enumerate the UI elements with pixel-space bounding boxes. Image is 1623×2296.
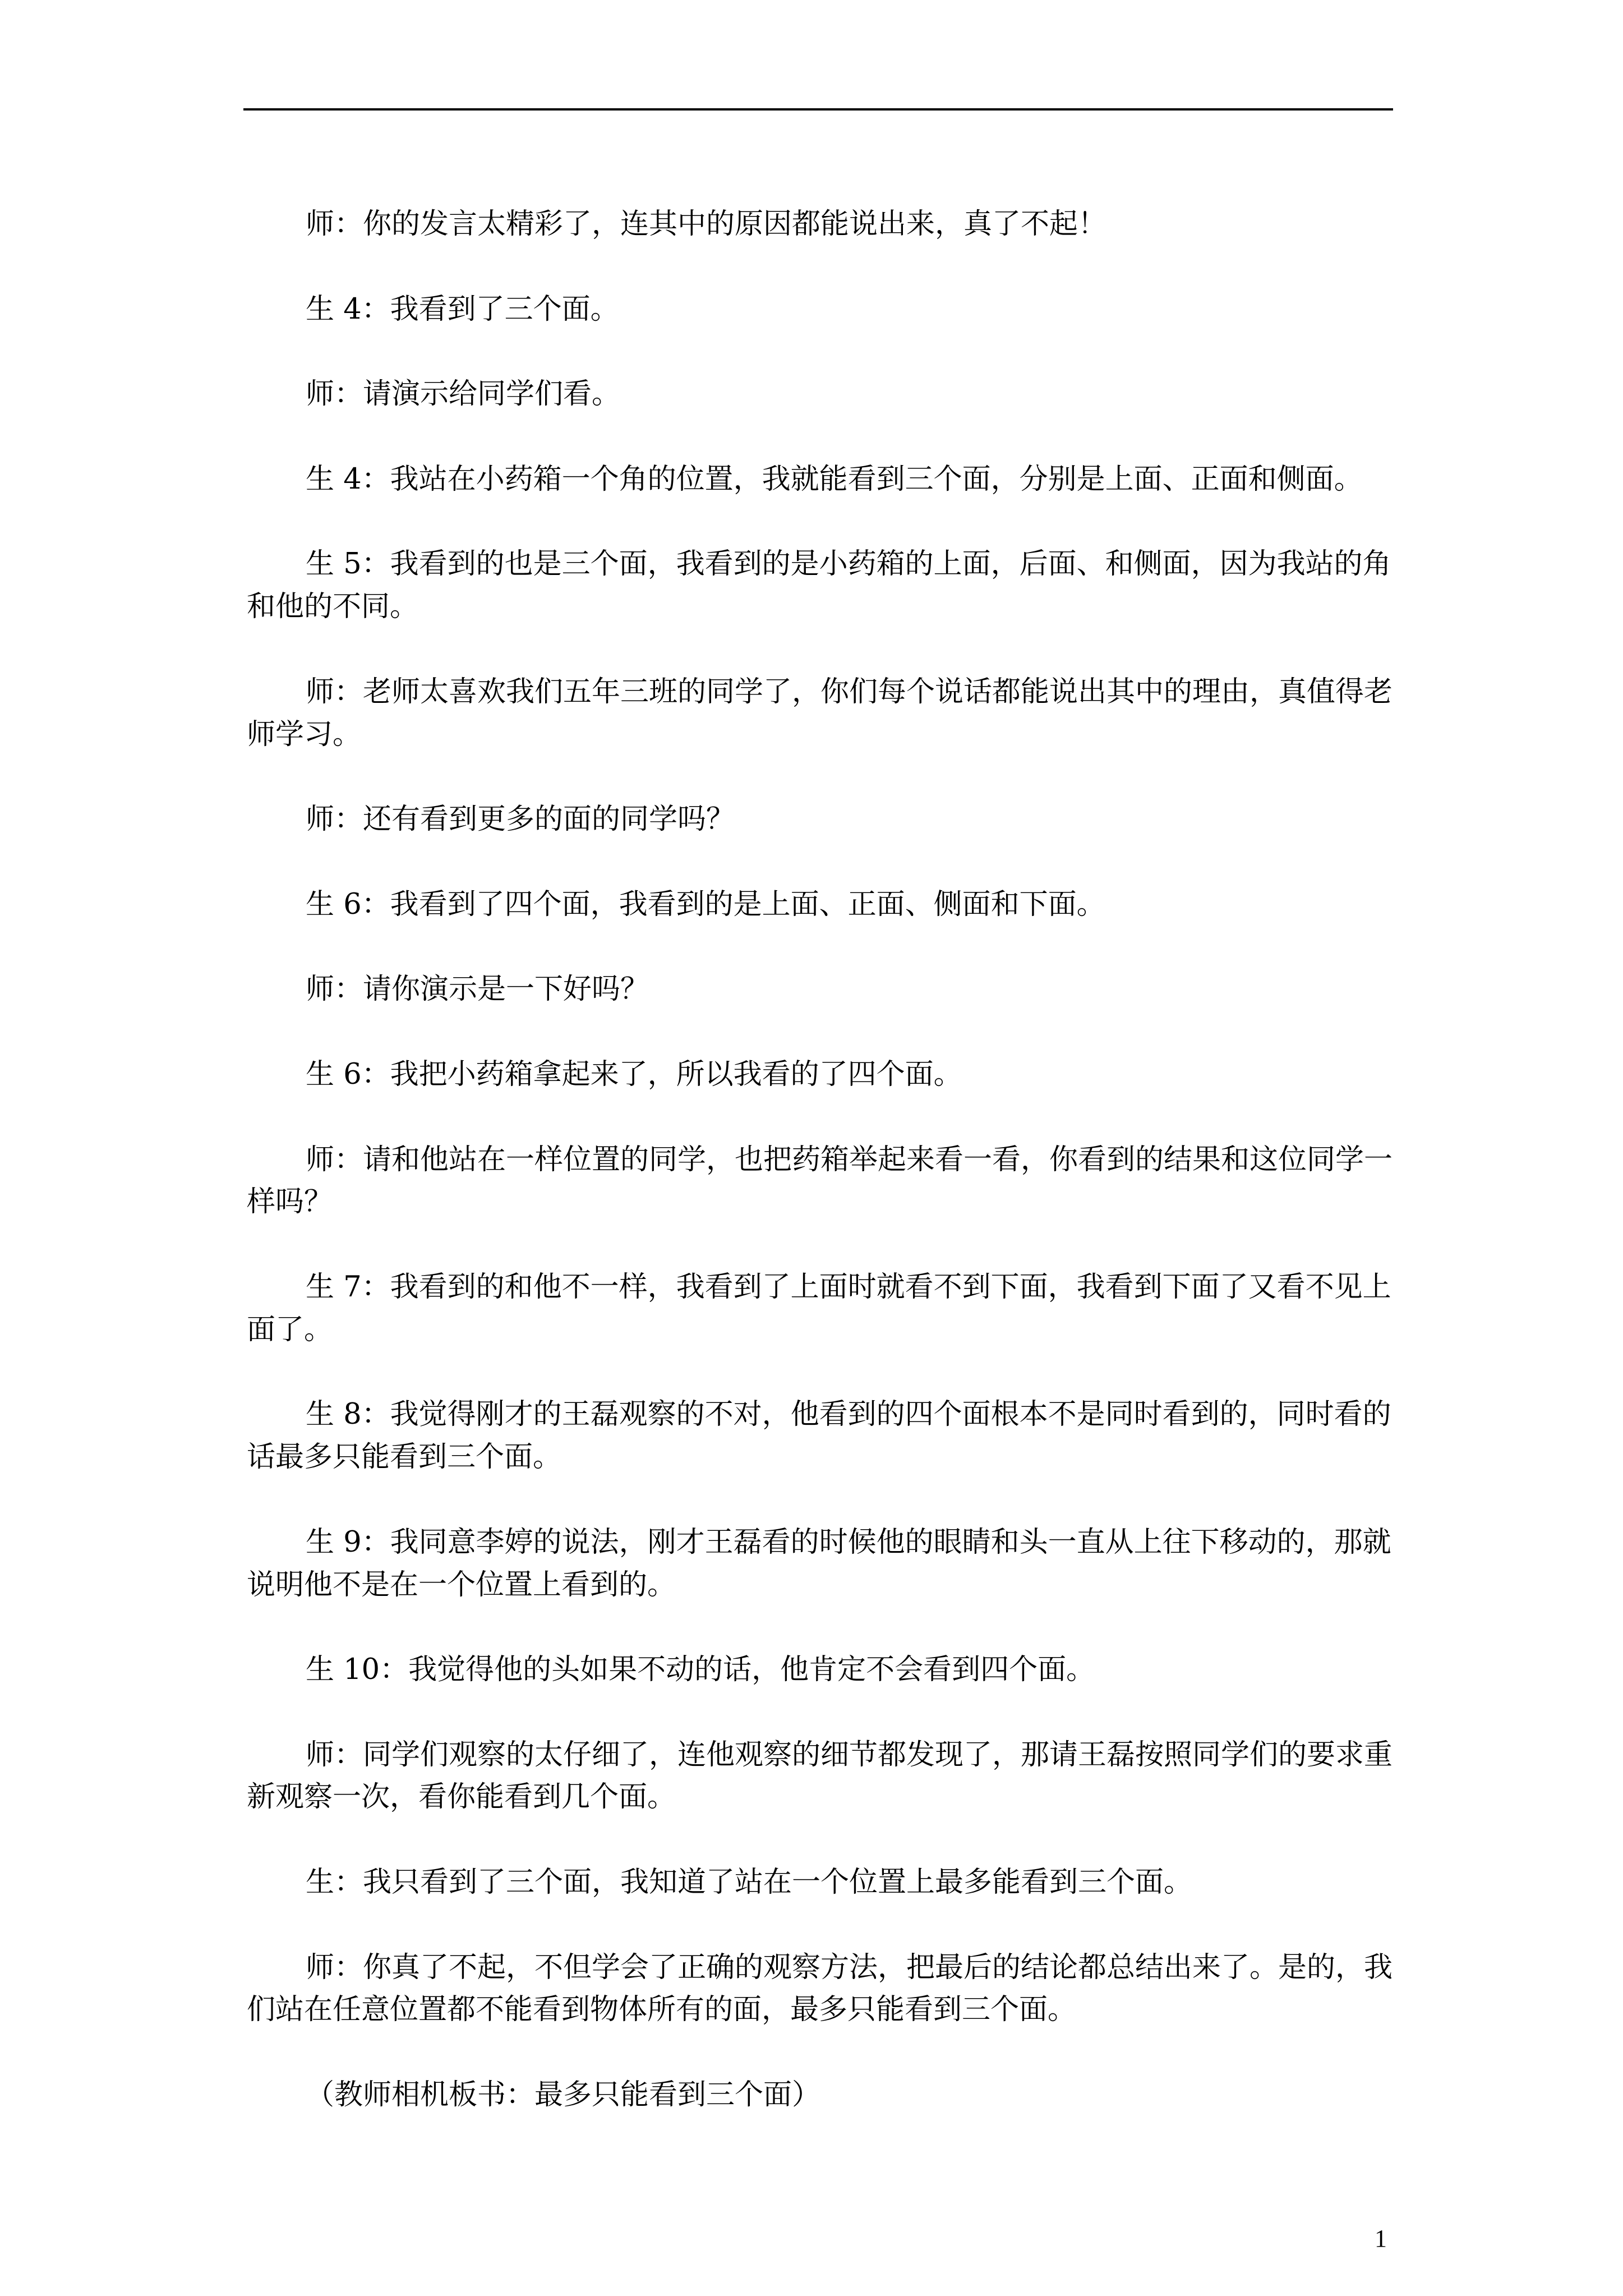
paragraph-line: 师：你真了不起，不但学会了正确的观察方法，把最后的结论都总结出来了。是的，我 xyxy=(306,1950,1393,1984)
paragraph-line: 生 10：我觉得他的头如果不动的话，他肯定不会看到四个面。 xyxy=(306,1653,1095,1687)
paragraph-line: 师：请演示给同学们看。 xyxy=(306,378,621,411)
paragraph-line: 生 6：我看到了四个面，我看到的是上面、正面、侧面和下面。 xyxy=(306,887,1105,921)
paragraph-line: 生：我只看到了三个面，我知道了站在一个位置上最多能看到三个面。 xyxy=(306,1866,1193,1899)
paragraph xyxy=(247,1521,1391,1607)
paragraph xyxy=(247,1139,1393,1224)
paragraph-line: 生 6：我把小药箱拿起来了，所以我看的了四个面。 xyxy=(306,1057,962,1091)
paragraph-line: 生 5：我看到的也是三个面，我看到的是小药箱的上面，后面、和侧面，因为我站的角 xyxy=(306,547,1391,581)
paragraph xyxy=(247,884,1387,926)
paragraph-line: 生 4：我看到了三个面。 xyxy=(306,292,619,326)
paragraph-line: 样吗？ xyxy=(247,1185,333,1219)
paragraph xyxy=(247,1861,1387,1904)
paragraph xyxy=(247,1649,1387,1691)
paragraph-line: 话最多只能看到三个面。 xyxy=(247,1441,562,1474)
paragraph xyxy=(247,798,1387,841)
paragraph-line: 师：请和他站在一样位置的同学，也把药箱举起来看一看，你看到的结果和这位同学一 xyxy=(306,1143,1393,1176)
paragraph-line: 生 4：我站在小药箱一个角的位置，我就能看到三个面，分别是上面、正面和侧面。 xyxy=(306,462,1363,496)
paragraph-line: 新观察一次，看你能看到几个面。 xyxy=(247,1780,676,1814)
paragraph-line: 说明他不是在一个位置上看到的。 xyxy=(247,1568,676,1602)
paragraph xyxy=(247,1393,1391,1479)
paragraph xyxy=(247,1053,1387,1096)
paragraph xyxy=(247,458,1387,501)
paragraph xyxy=(247,543,1391,628)
paragraph xyxy=(247,288,1387,331)
paragraph-line: （教师相机板书：最多只能看到三个面） xyxy=(306,2078,821,2112)
paragraph xyxy=(247,2074,1387,2116)
paragraph-line: 师：同学们观察的太仔细了，连他观察的细节都发现了，那请王磊按照同学们的要求重 xyxy=(306,1738,1393,1772)
paragraph xyxy=(247,1734,1393,1819)
paragraph-line: 生 9：我同意李婷的说法，刚才王磊看的时候他的眼睛和头一直从上往下移动的，那就 xyxy=(306,1525,1391,1559)
paragraph-line: 生 8：我觉得刚才的王磊观察的不对，他看到的四个面根本不是同时看到的，同时看的 xyxy=(306,1398,1391,1432)
paragraph xyxy=(247,203,1387,246)
paragraph-line: 师：老师太喜欢我们五年三班的同学了，你们每个说话都能说出其中的理由，真值得老 xyxy=(306,675,1393,708)
paragraph xyxy=(247,1947,1393,2032)
page-number: 1 xyxy=(1375,2225,1387,2252)
paragraph-line: 师：请你演示是一下好吗？ xyxy=(306,973,649,1006)
paragraph-line: 面了。 xyxy=(247,1313,333,1346)
paragraph-line: 师学习。 xyxy=(247,717,362,751)
paragraph xyxy=(247,1266,1391,1351)
paragraph xyxy=(247,671,1393,756)
document-body xyxy=(247,203,1393,2159)
paragraph xyxy=(247,968,1387,1011)
paragraph-line: 和他的不同。 xyxy=(247,590,419,624)
paragraph-line: 师：你的发言太精彩了，连其中的原因都能说出来，真了不起！ xyxy=(306,208,1107,241)
paragraph-line: 生 7：我看到的和他不一样，我看到了上面时就看不到下面，我看到下面了又看不见上 xyxy=(306,1270,1391,1304)
paragraph-line: 们站在任意位置都不能看到物体所有的面，最多只能看到三个面。 xyxy=(247,1993,1077,2027)
header-rule xyxy=(243,108,1393,111)
paragraph xyxy=(247,373,1387,416)
paragraph-line: 师：还有看到更多的面的同学吗？ xyxy=(306,803,735,836)
